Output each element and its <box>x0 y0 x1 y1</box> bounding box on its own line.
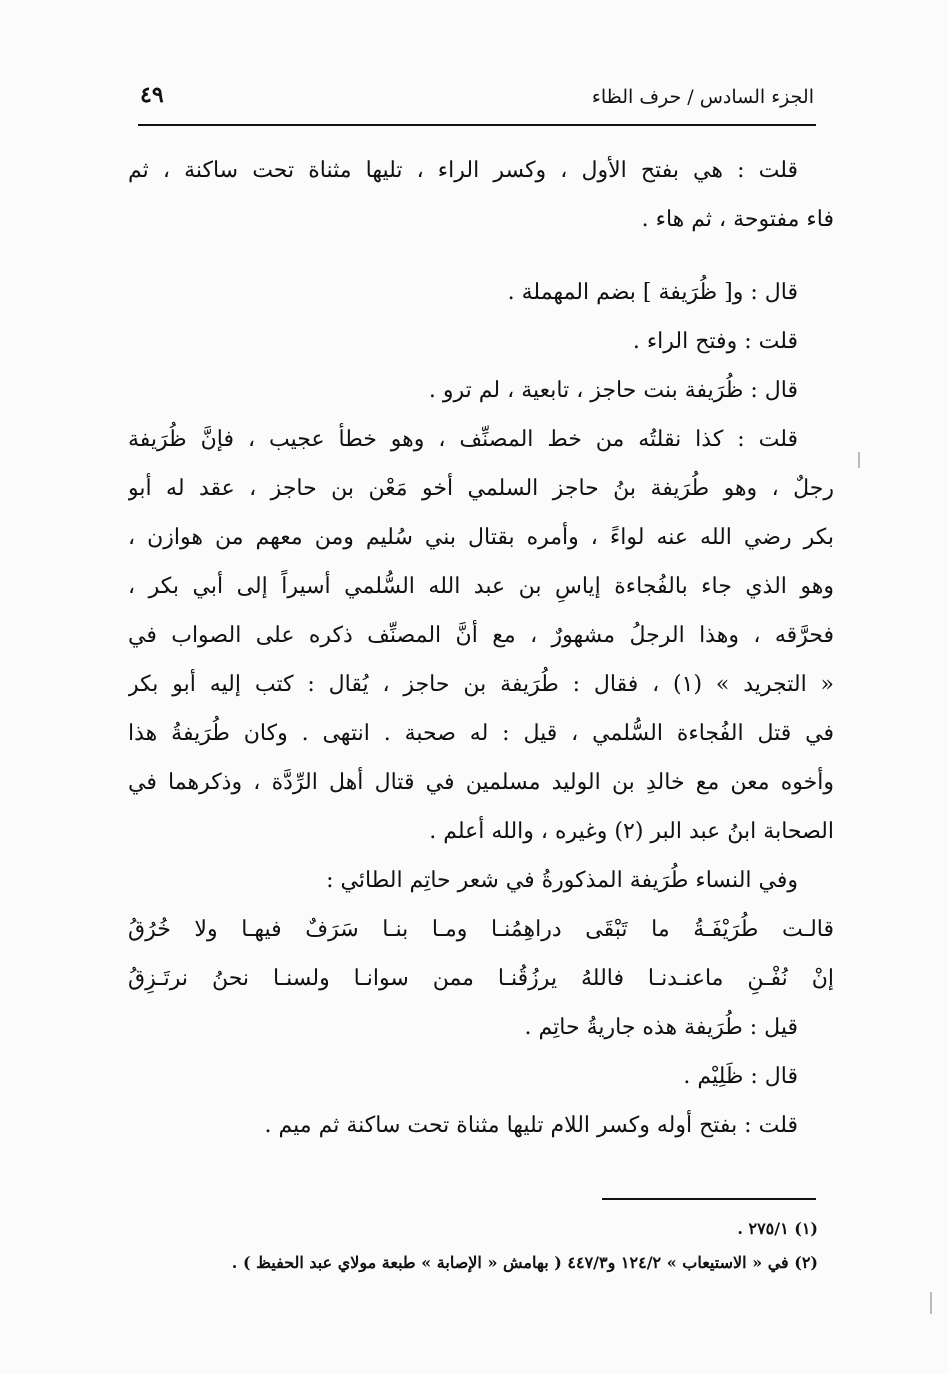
text-line: في قتل الفُجاءة السُّلمي ، قيل : له صحبة . انتهى . وكان طُرَيفةُ هذا <box>128 721 834 746</box>
footnotes <box>128 1212 818 1280</box>
poem-verses <box>128 905 834 1003</box>
text-line: فحرَّقه ، وهذا الرجلُ مشهورٌ ، مع أنَّ المصنِّف ذكره على الصواب في <box>128 623 834 648</box>
scan-margin-mark <box>858 452 860 468</box>
footnote: (١) ٢٧٥/١ . <box>737 1219 818 1238</box>
closing-line: قلت : بفتح أوله وكسر اللام تليها مثناة تحت ساكنة ثم ميم . <box>264 1113 798 1138</box>
header-rule <box>138 124 816 126</box>
entry-line: قال : ظُرَيفة بنت حاجز ، تابعية ، لم ترو . <box>428 378 798 403</box>
text-line: بكر رضي الله عنه لواءً ، وأمره بقتال بني سُليم ومن معهم من هوازن ، <box>128 525 834 550</box>
page-number: ٤٩ <box>140 82 164 108</box>
text-line: الصحابة ابنُ عبد البر (٢) وغيره ، والله أعلم . <box>429 819 834 844</box>
entry-line: قلت : وفتح الراء . <box>632 329 798 354</box>
text-line: فاء مفتوحة ، ثم هاء . <box>641 207 834 232</box>
paragraph-gap <box>128 244 834 268</box>
footnote-rule <box>602 1198 816 1200</box>
running-header <box>138 82 814 120</box>
text-line: « التجريد » (١) ، فقال : طُرَيفة بن حاجز ، يُقال : كتب إليه أبو بكر <box>128 672 834 697</box>
entry-line: قال : و[ ظُرَيفة ] بضم المهملة . <box>507 280 798 305</box>
text-line: وأخوه معن مع خالدِ بن الوليد مسلمين في قتال أهل الرِّدَّة ، وذكرهما في <box>128 770 834 795</box>
main-text <box>128 146 834 1150</box>
text-line: وفي النساء طُرَيفة المذكورةُ في شعر حاتِم الطائي : <box>326 868 798 893</box>
footnote: (٢) في « الاستيعاب » ١٢٤/٢ و٤٤٧/٣ ( بهامش « الإصابة » طبعة مولاي عبد الحفيظ ) . <box>231 1253 818 1272</box>
poem-verse: قالـت طُرَيْفَـةُ ما تَبْقَى دراهِمُنـا ومـا بنـا سَرَفٌ فيهـا ولا خُرُقُ <box>128 917 834 942</box>
text-line: قلت : كذا نقلتُه من خط المصنِّف ، وهو خطأ عجيب ، فإنَّ ظُرَيفة <box>128 427 798 452</box>
scan-margin-mark <box>930 1292 932 1314</box>
header-title: الجزء السادس / حرف الظاء <box>591 86 814 108</box>
text-line: قلت : هي بفتح الأول ، وكسر الراء ، تليها مثناة تحت ساكنة ، ثم <box>128 158 798 183</box>
poem-verse: إنْ نُفْـنِ ماعنـدنـا فاللهُ يرزُقُنـا ممن سوانـا ولسنـا نحنُ نرتَـزِقُ <box>128 966 834 991</box>
text-line: رجلٌ ، وهو طُرَيفة بنُ حاجز السلمي أخو مَعْن بن حاجز ، عقد له أبو <box>128 476 834 501</box>
closing-line: قال : ظَلِيْم . <box>683 1064 798 1089</box>
closing-line: قيل : طُرَيفة هذه جاريةُ حاتِم . <box>524 1015 798 1040</box>
text-line: وهو الذي جاء بالفُجاءة إياسِ بن عبد الله السُّلمي أسيراً إلى أبي بكر ، <box>128 574 834 599</box>
